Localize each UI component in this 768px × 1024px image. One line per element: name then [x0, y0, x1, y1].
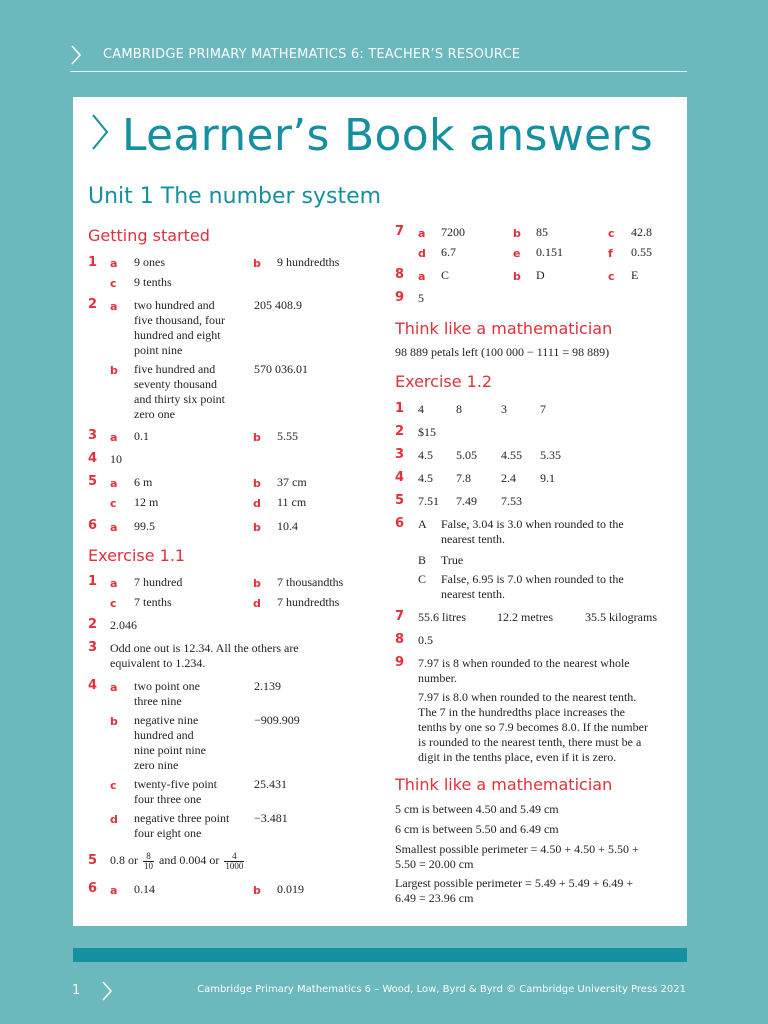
part-label: b	[253, 431, 261, 444]
answer-text: 5.55	[277, 429, 298, 443]
part-label: b	[253, 257, 261, 270]
part-label: c	[608, 270, 615, 283]
question-number: 1	[88, 574, 98, 589]
answer-text: True	[441, 553, 464, 567]
header-title: CAMBRIDGE PRIMARY MATHEMATICS 6: TEACHER’S RESOURCE	[103, 47, 521, 62]
answer-text: negative three point four eight one	[134, 811, 230, 840]
answer-value: 2.139	[254, 679, 281, 693]
answer-text: 55.6 litres	[418, 610, 466, 624]
answer-value: −909.909	[254, 713, 300, 727]
answer-text: 10	[110, 452, 122, 466]
section-heading: Exercise 1.2	[395, 372, 493, 391]
answer-text: 7.97 is 8.0 when rounded to the nearest tenth. The 7 in the hundredths place increases the tenths by one so 7.9 becomes 8.0. If the number is rounded to the nearest tenth, there must be a digit in the tenths place, even if it is zero.	[418, 690, 648, 764]
option-label: A	[418, 517, 427, 531]
answer-text: 7.53	[501, 494, 522, 508]
answer-text: 2.4	[501, 471, 516, 485]
answer-text: C	[441, 268, 450, 282]
answer-text: 4	[418, 402, 424, 416]
question-number: 3	[88, 428, 98, 443]
part-label: c	[110, 497, 117, 510]
part-label: a	[418, 270, 426, 283]
answer-text: 7.97 is 8 when rounded to the nearest whole number.	[418, 656, 630, 685]
part-label: b	[253, 577, 261, 590]
answer-text: Odd one out is 12.34. All the others are equivalent to 1.234.	[110, 641, 299, 670]
answer-text: 7 tenths	[134, 595, 172, 609]
question-number: 9	[395, 290, 405, 305]
answer-text: 0.14	[134, 882, 155, 896]
answer-text: 7 thousandths	[277, 575, 344, 589]
section-heading: Think like a mathematician	[395, 775, 613, 794]
answer-text: 9 ones	[134, 255, 165, 269]
part-label: b	[110, 364, 118, 377]
answer-text: Smallest possible perimeter = 4.50 + 4.50 + 5.50 + 5.50 = 20.00 cm	[395, 842, 639, 871]
answer-text: 42.8	[631, 225, 652, 239]
answer-text: False, 6.95 is 7.0 when rounded to the nearest tenth.	[441, 572, 624, 601]
part-label: b	[110, 715, 118, 728]
part-label: b	[513, 270, 521, 283]
answer-text: 0.151	[536, 245, 563, 259]
question-number: 9	[395, 655, 405, 670]
answer-text: 5.05	[456, 448, 477, 462]
answer-text: 5	[418, 291, 424, 305]
question-number: 6	[88, 881, 98, 896]
section-heading: Getting started	[88, 226, 210, 245]
answer-text: 6.7	[441, 245, 456, 259]
part-label: c	[608, 227, 615, 240]
question-number: 3	[395, 447, 405, 462]
question-number: 6	[395, 516, 405, 531]
question-number: 4	[395, 470, 405, 485]
question-number: 2	[88, 297, 98, 312]
part-label: f	[608, 247, 613, 260]
answer-text: 3	[501, 402, 507, 416]
part-label: d	[253, 497, 261, 510]
answer-value: 25.431	[254, 777, 287, 791]
part-label: b	[253, 884, 261, 897]
answer-text: 6 cm is between 5.50 and 6.49 cm	[395, 822, 559, 836]
part-label: a	[110, 577, 118, 590]
answer-text: 7200	[441, 225, 465, 239]
fraction: $\frac{8}{10}$	[144, 850, 153, 871]
part-label: a	[418, 227, 426, 240]
answer-text: two point one three nine	[134, 679, 200, 708]
part-label: a	[110, 681, 118, 694]
chevron-right-icon	[101, 980, 113, 1002]
question-number: 6	[88, 518, 98, 533]
question-number: 8	[395, 267, 405, 282]
answer-text: 0.8 or $\frac{8}{10}$ and 0.004 or $\frac{4}{1000}$	[110, 850, 244, 871]
question-number: 1	[88, 255, 98, 270]
answer-text: 4.5	[418, 448, 433, 462]
answer-text: two hundred and five thousand, four hundred and eight point nine	[134, 298, 225, 357]
chevron-right-icon	[70, 44, 82, 66]
question-number: 4	[88, 451, 98, 466]
part-label: e	[513, 247, 521, 260]
answer-value: 205 408.9	[254, 298, 302, 312]
question-number: 7	[395, 224, 405, 239]
question-number: 2	[88, 617, 98, 632]
answer-text: 6 m	[134, 475, 153, 489]
page-title: Learner’s Book answers	[122, 110, 653, 161]
part-label: a	[110, 257, 118, 270]
answer-text: 7	[540, 402, 546, 416]
answer-text: 10.4	[277, 519, 298, 533]
answer-text: 0.1	[134, 429, 149, 443]
question-number: 3	[88, 640, 98, 655]
part-label: c	[110, 597, 117, 610]
part-label: a	[110, 884, 118, 897]
answer-text: 11 cm	[277, 495, 307, 509]
unit-title: Unit 1 The number system	[88, 184, 382, 209]
chevron-right-icon	[90, 112, 110, 152]
part-label: b	[513, 227, 521, 240]
section-heading: Think like a mathematician	[395, 319, 613, 338]
part-label: c	[110, 277, 117, 290]
part-label: a	[110, 521, 118, 534]
answer-text: D	[536, 268, 545, 282]
answer-text: 8	[456, 402, 462, 416]
answer-text: five hundred and seventy thousand and thirty six point zero one	[134, 362, 225, 421]
answer-text: 0.019	[277, 882, 304, 896]
answer-text: 4.55	[501, 448, 522, 462]
question-number: 8	[395, 632, 405, 647]
answer-text: 12.2 metres	[497, 610, 553, 624]
question-number: 4	[88, 678, 98, 693]
part-label: a	[110, 431, 118, 444]
footer-copyright: Cambridge Primary Mathematics 6 – Wood, Low, Byrd & Byrd © Cambridge University Press 2021	[197, 984, 686, 995]
answer-text: 7.51	[418, 494, 439, 508]
answer-text: 7.8	[456, 471, 471, 485]
question-number: 1	[395, 401, 405, 416]
option-label: C	[418, 572, 427, 586]
question-number: 5	[88, 474, 98, 489]
answer-text: negative nine hundred and nine point nine zero nine	[134, 713, 206, 772]
answer-text: 9 tenths	[134, 275, 172, 289]
answer-text: 35.5 kilograms	[585, 610, 657, 624]
option-label: B	[418, 553, 427, 567]
answer-text: 85	[536, 225, 548, 239]
part-label: d	[253, 597, 261, 610]
footer-bar	[73, 948, 687, 962]
answer-value: −3.481	[254, 811, 288, 825]
answer-text: Largest possible perimeter = 5.49 + 5.49 + 6.49 + 6.49 = 23.96 cm	[395, 876, 634, 905]
answer-text: 0.5	[418, 633, 433, 647]
answer-value: 570 036.01	[254, 362, 308, 376]
answer-text: 5.35	[540, 448, 561, 462]
answer-text: 7.49	[456, 494, 477, 508]
question-number: 7	[395, 609, 405, 624]
answer-text: 2.046	[110, 618, 137, 632]
question-number: 2	[395, 424, 405, 439]
part-label: a	[110, 477, 118, 490]
part-label: b	[253, 521, 261, 534]
answer-text: 4.5	[418, 471, 433, 485]
answer-text: twenty-five point four three one	[134, 777, 217, 806]
question-number: 5	[395, 493, 405, 508]
answer-text: 37 cm	[277, 475, 307, 489]
answer-text: 12 m	[134, 495, 159, 509]
answer-text: 9 hundredths	[277, 255, 340, 269]
part-label: d	[110, 813, 118, 826]
answer-text: 7 hundred	[134, 575, 183, 589]
part-label: a	[110, 300, 118, 313]
answer-text: $15	[418, 425, 436, 439]
fraction: $\frac{4}{1000}$	[225, 850, 244, 871]
answer-text: 5 cm is between 4.50 and 5.49 cm	[395, 802, 559, 816]
answer-text: False, 3.04 is 3.0 when rounded to the nearest tenth.	[441, 517, 624, 546]
part-label: d	[418, 247, 426, 260]
page-number: 1	[72, 983, 81, 998]
answer-text: 0.55	[631, 245, 652, 259]
answer-text: 98 889 petals left (100 000 − 1111 = 98 889)	[395, 345, 610, 359]
part-label: b	[253, 477, 261, 490]
question-number: 5	[88, 853, 98, 868]
answer-text: E	[631, 268, 639, 282]
section-heading: Exercise 1.1	[88, 546, 186, 565]
header-divider	[70, 71, 687, 72]
answer-text: 9.1	[540, 471, 555, 485]
part-label: c	[110, 779, 117, 792]
answer-text: 7 hundredths	[277, 595, 340, 609]
answer-text: 99.5	[134, 519, 155, 533]
